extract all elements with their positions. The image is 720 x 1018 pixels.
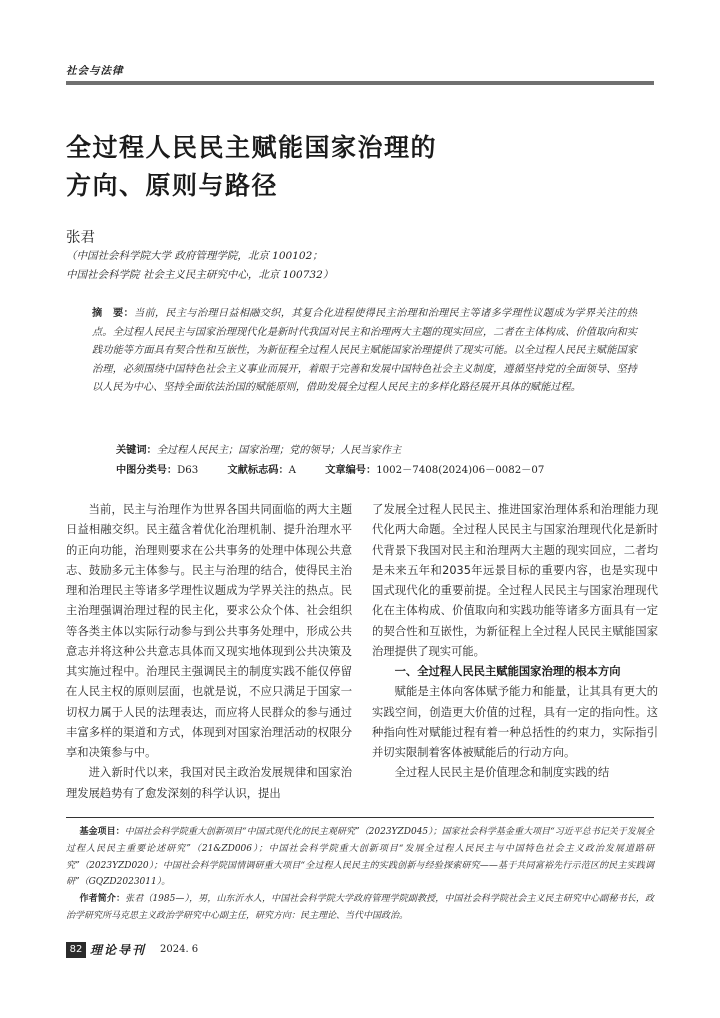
fund-label: 基金项目： <box>79 827 125 837</box>
fund-text: 中国社会科学院重大创新项目“中国式现代化的民主观研究”（2023YZD045）；国家社会科学基金重大项目“习近平总书记关于发展全过程人民民主重要论述研究”（21&ZD006）；中国社会科学院重大创新项目“发展全过程人民民主与中国特色社会主义政治发展道路研究”（2023YZD020）；中国社会科学院国情调研重大项目“全过程人民民主的实践创新与经验探索研究——基于共同富裕先行示范区的民主实践调研”（GQZD2023011）。 <box>66 827 654 888</box>
affiliation-1: （中国社会科学院大学 政府管理学院，北京 100102； <box>66 250 323 262</box>
body-paragraph: 赋能是主体向客体赋予能力和能量，让其具有更大的实践空间，创造更大价值的过程，具有一定的指向性。这种指向性对赋能过程有着一种总括性的约束力，实际指引并切实限制着客体被赋能后的行动方向。 <box>372 685 658 759</box>
section-heading: 一、全过程人民民主赋能国家治理的根本方向 <box>394 665 621 678</box>
body-paragraph: 全过程人民民主是价值理念和制度实践的结 <box>394 766 610 780</box>
author-bio-label: 作者简介： <box>79 894 126 905</box>
affiliation-2: 中国社会科学院 社会主义民主研究中心，北京 100732） <box>66 269 334 281</box>
title-line-1: 全过程人民民主赋能国家治理的 <box>66 133 438 162</box>
fund-note <box>66 824 654 891</box>
body-column-left <box>66 500 352 804</box>
affiliations <box>66 247 626 285</box>
article-number-value: 1002－7408(2024)06－0082－07 <box>376 465 545 476</box>
body-column-right <box>372 500 658 784</box>
page-number: 82 <box>66 942 86 958</box>
abstract-label: 摘 要： <box>92 308 134 319</box>
article-number-label: 文章编号： <box>325 465 377 476</box>
keywords <box>116 441 401 456</box>
abstract-text: 当前，民主与治理日益相融交织，其复合化进程使得民主治理和治理民主等诸多学理性议题成为学界关注的热点。全过程人民民主与国家治理现代化是新时代我国对民主和治理两大主题的现实回应，二者在主体构成、价值取向和实践功能等方面具有契合性和互嵌性，为新征程全过程人民民主赋能国家治理提供了现实可能。以全过程人民民主赋能国家治理，必须围绕中国特色社会主义事业而展开，着眼于完善和发展中国特色社会主义制度，遵循坚持党的全面领导、坚持以人民为中心、坚持全面依法治国的赋能原则，借助发展全过程人民民主的多样化路径展开具体的赋能过程。 <box>92 308 638 393</box>
keywords-label: 关键词： <box>116 445 157 456</box>
header-rule <box>66 81 654 85</box>
footnotes <box>66 824 654 925</box>
journal-issue: 2024. 6 <box>160 944 199 955</box>
title-line-2: 方向、原则与路径 <box>66 171 279 200</box>
doc-code-label: 文献标志码： <box>227 465 289 476</box>
body-paragraph: 了发展全过程人民民主、推进国家治理体系和治理能力现代化两大命题。全过程人民民主与国家治理现代化是新时代背景下我国对民主和治理两大主题的现实回应，二者均是未来五年和2035年远景目标的重要内容，也是实现中国式现代化的重要前提。全过程人民民主与国家治理现代化在主体构成、价值取向和实践功能等诸多方面具有一定的契合性和互嵌性，为新征程上全过程人民民主赋能国家治理提供了现实可能。 <box>372 503 658 658</box>
keywords-text: 全过程人民民主；国家治理；党的领导；人民当家作主 <box>156 445 402 456</box>
journal-name: 理论导刊 <box>90 943 147 957</box>
author-note <box>66 891 654 925</box>
clc-value: D63 <box>177 465 199 476</box>
section-label: 社会与法律 <box>66 65 124 77</box>
article-title <box>66 129 626 205</box>
author-bio-text: 张君（1985—），男，山东沂水人，中国社会科学院大学政府管理学院副教授，中国社会科学院社会主义民主研究中心副秘书长，政治学研究所马克思主义政治学研究中心副主任，研究方向：民主理论、当代中国政治。 <box>66 894 654 921</box>
classification-line <box>116 461 646 476</box>
author-name: 张君 <box>66 230 95 246</box>
doc-code-value: A <box>288 465 296 476</box>
clc-label: 中图分类号： <box>116 465 178 476</box>
body-paragraph: 当前，民主与治理作为世界各国共同面临的两大主题日益相融交织。民主蕴含着优化治理机制、提升治理水平的正向功能，治理则要求在公共事务的处理中体现公共意志、鼓励多元主体参与。民主与治理的结合，使得民主治理和治理民主等诸多学理性议题成为学界关注的热点。民主治理强调治理过程的民主化，要求公众个体、社会组织等各类主体以实际行动参与到公共事务处理中，形成公共意志并将这种公共意志具体而又现实地体现到公共决策及其实施过程中。治理民主强调民主的制度实践不能仅停留在人民主权的原则层面，也就是说，不应只满足于国家一切权力属于人民的法理表达，而应将人民群众的参与通过丰富多样的渠道和方式，体现到对国家治理活动的权限分享和决策参与中。 <box>66 503 352 759</box>
footnote-rule <box>66 817 654 818</box>
abstract <box>92 305 637 398</box>
body-paragraph: 进入新时代以来，我国对民主政治发展规律和国家治理发展趋势有了愈发深刻的科学认识，提出 <box>66 766 352 800</box>
